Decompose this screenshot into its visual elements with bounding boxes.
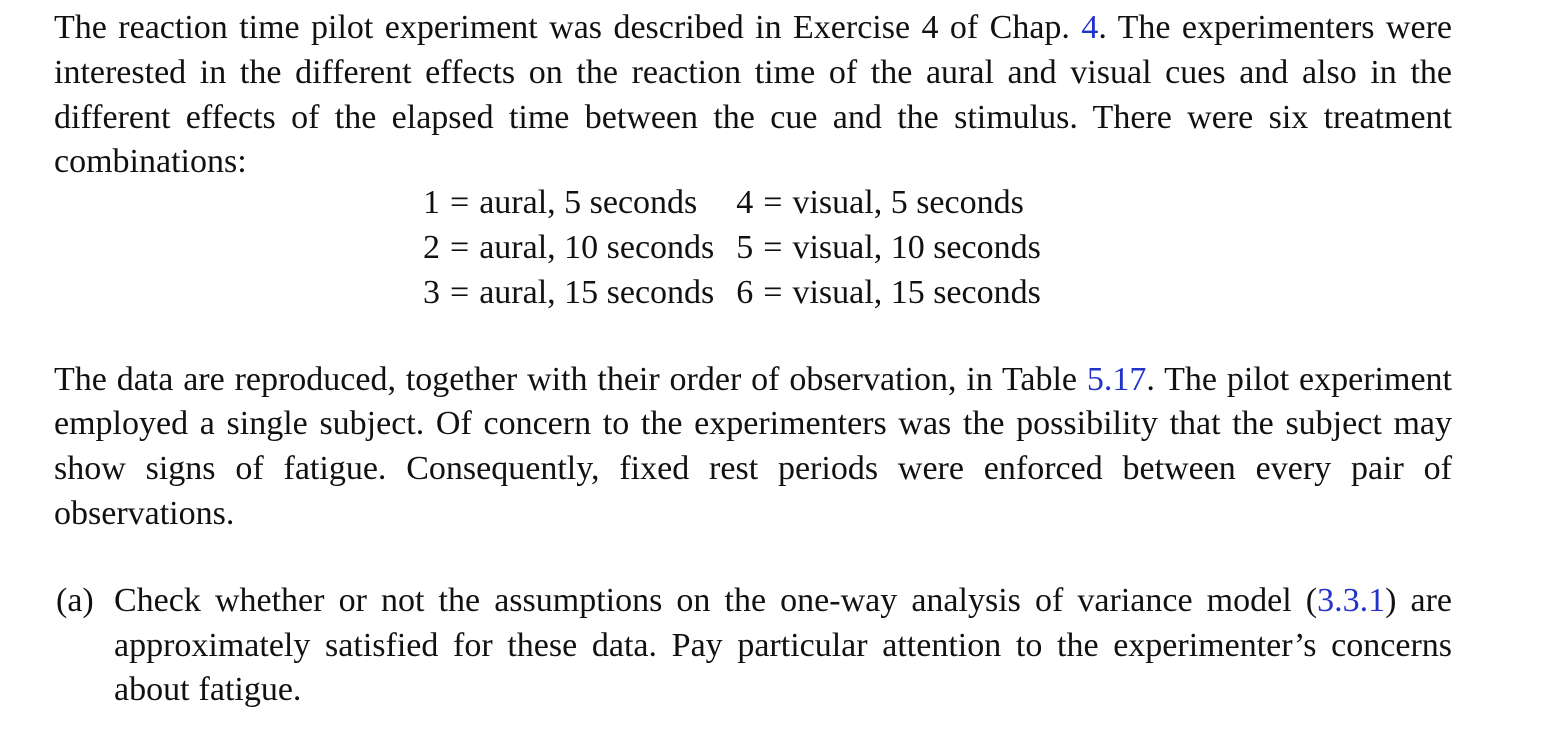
intro-text-start: The reaction time pilot experiment was described in Exercise 4 of Chap.: [54, 9, 1082, 46]
equals-sign: =: [763, 184, 783, 222]
treatment-number: 5: [736, 228, 754, 266]
equals-sign: =: [763, 273, 783, 311]
intro-paragraph: [54, 6, 1452, 185]
equals-sign: =: [450, 273, 470, 311]
item-label: (a): [56, 581, 94, 619]
equals-sign: =: [450, 184, 470, 222]
intro-text-end: . The experimenters were interested in the different effects on the reaction time of the aural and visual cues and also in the different effects of the elapsed time between the cue and the stimulus. There were six treatment combinations:: [54, 9, 1452, 181]
treatment-number: 4: [736, 184, 754, 222]
treatment-description: visual, 10 seconds: [792, 228, 1041, 266]
treatment-description: visual, 15 seconds: [792, 273, 1041, 311]
treatment-description: aural, 5 seconds: [479, 184, 698, 222]
treatment-description: aural, 15 seconds: [479, 273, 715, 311]
chapter-link[interactable]: 4: [1081, 9, 1099, 46]
exercise-item-a: [54, 579, 1452, 713]
treatment-number: 6: [736, 273, 754, 311]
equals-sign: =: [763, 228, 783, 266]
equation-link[interactable]: 3.3.1: [1317, 581, 1386, 619]
data-text-end: . The pilot experiment employed a single subject. Of concern to the experimenters was the possibility that the subject may show signs of fatigue. Consequently, fixed rest periods were enforced between every pair of observations.: [54, 360, 1452, 532]
treatment-number: 2: [423, 228, 440, 266]
treatment-description: aural, 10 seconds: [479, 228, 715, 266]
item-a-text-end: ) are approximately satisfied for these data. Pay particular attention to the experimenter’s concerns about fatigue.: [114, 581, 1453, 709]
treatment-combinations-table: [423, 181, 1041, 315]
equals-sign: =: [450, 228, 470, 266]
treatment-number: 3: [423, 273, 440, 311]
treatment-number: 1: [423, 184, 440, 222]
treatment-row: [423, 226, 1041, 271]
treatment-row: [423, 181, 1041, 226]
data-paragraph: [54, 358, 1452, 537]
exercise-page: [54, 6, 1452, 713]
item-a-text: [114, 579, 1452, 713]
table-link[interactable]: 5.17: [1086, 360, 1147, 398]
treatment-row: [423, 271, 1041, 316]
data-text-start: The data are reproduced, together with their order of observation, in Table: [54, 360, 1087, 398]
item-a-text-start: Check whether or not the assumptions on the one-way analysis of variance model (: [114, 581, 1318, 619]
treatment-description: visual, 5 seconds: [792, 184, 1024, 222]
